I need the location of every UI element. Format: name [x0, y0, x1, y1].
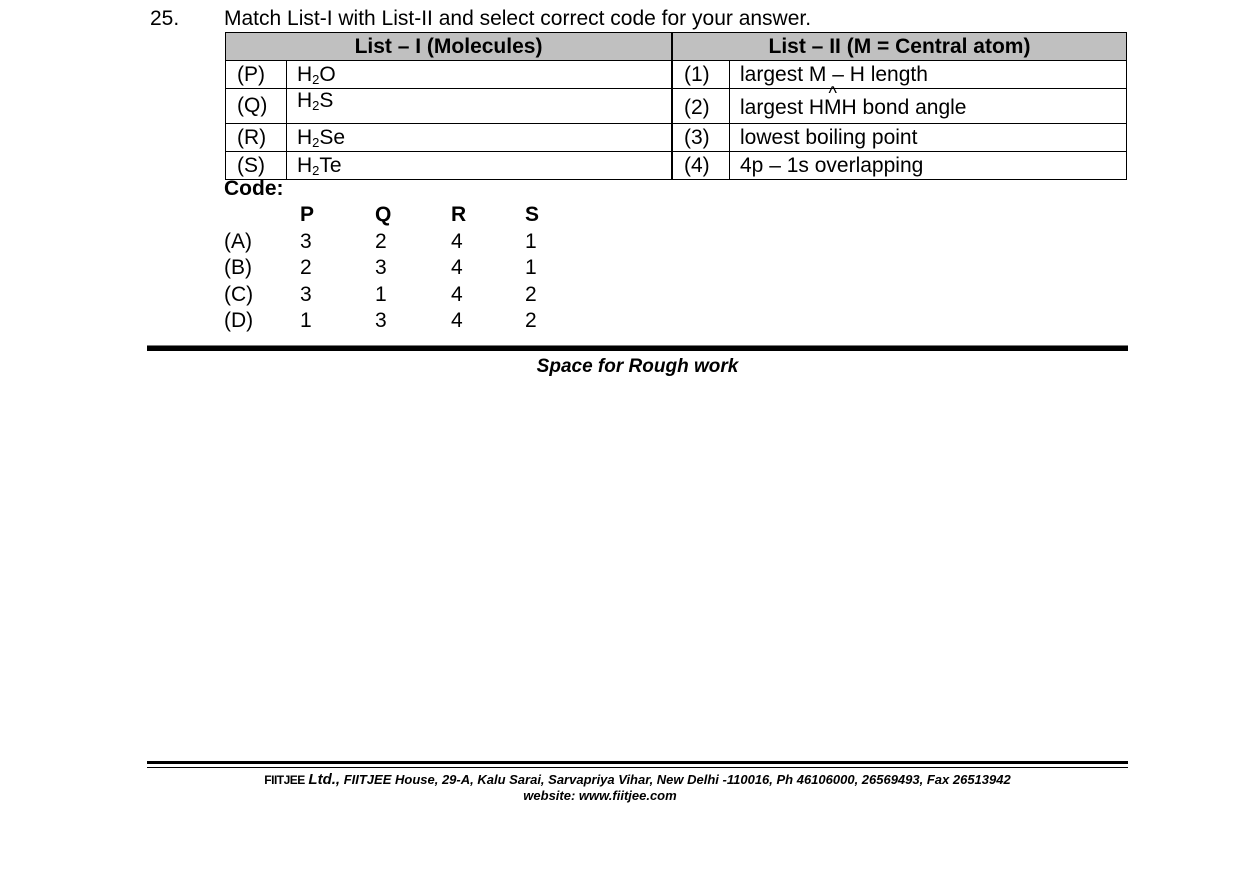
table-row	[226, 89, 1127, 124]
angle-hat-symbol: M ^	[824, 96, 842, 120]
code-header: Q	[375, 203, 392, 226]
option-value: 3	[375, 309, 387, 332]
option-value: 3	[375, 256, 387, 279]
footer-brand: FIITJEE	[264, 773, 305, 787]
question-number: 25.	[150, 7, 180, 30]
code-title: Code:	[224, 177, 284, 200]
option-label: (B)	[224, 256, 252, 279]
code-header: R	[451, 203, 467, 226]
rough-work-label: Space for Rough work	[536, 356, 739, 377]
option-value: 3	[300, 282, 312, 306]
divider	[147, 346, 1128, 351]
list1-label: (P)	[226, 61, 287, 89]
list2-label: (4)	[673, 152, 730, 180]
list2-label: (3)	[673, 124, 730, 152]
list2-header: List – II (M = Central atom)	[673, 33, 1127, 61]
list2-property: largest HM ^H bond angle	[730, 89, 1127, 124]
list1-molecule: $H_2Se$	[287, 124, 672, 152]
option-label: (D)	[224, 309, 254, 332]
list1-molecule: $H_2Te$	[287, 152, 672, 180]
list2-property: lowest boiling point	[730, 124, 1127, 152]
table-header-row	[226, 33, 1127, 61]
footer-ltd: Ltd.,	[308, 771, 341, 788]
option-value: 4	[451, 256, 463, 279]
option-value: 2	[525, 282, 537, 306]
list2-label: (2)	[673, 89, 730, 124]
list2-property: largest M – H length	[730, 61, 1127, 89]
question-text: Match List-I with List-II and select correct code for your answer.	[224, 7, 812, 30]
footer-address-text: FIITJEE House, 29-A, Kalu Sarai, Sarvapriya Vihar, New Delhi -110016, Ph 46106000, 26569493, Fax 26513942	[343, 772, 1011, 787]
code-header: P	[300, 203, 315, 226]
list1-label: (Q)	[226, 89, 287, 124]
list2-label: (1)	[673, 61, 730, 89]
option-value: 3	[300, 229, 312, 253]
table-row	[226, 152, 1127, 180]
footer-address	[0, 772, 1238, 788]
code-header: S	[525, 203, 540, 226]
option-value: 1	[525, 256, 537, 279]
list1-molecule: $H_2S$	[287, 89, 672, 124]
option-value: 4	[451, 282, 463, 306]
option-value: 2	[375, 229, 387, 253]
option-value: 1	[300, 309, 312, 332]
option-value: 1	[375, 282, 387, 306]
table-row	[226, 61, 1127, 89]
footer-divider	[147, 761, 1128, 764]
option-label: (C)	[224, 282, 254, 306]
list1-header: List – I (Molecules)	[226, 33, 672, 61]
option-value: 4	[451, 309, 463, 332]
option-value: 2	[300, 256, 312, 279]
table-row	[226, 124, 1127, 152]
footer-divider-thin	[147, 767, 1128, 768]
match-table	[225, 32, 1127, 180]
footer-website: website: www.fiitjee.com	[523, 788, 677, 803]
option-value: 1	[525, 229, 537, 253]
option-value: 4	[451, 229, 463, 253]
list1-label: (S)	[226, 152, 287, 180]
option-label: (A)	[224, 229, 252, 253]
list1-label: (R)	[226, 124, 287, 152]
option-value: 2	[525, 309, 537, 332]
list2-property: 4p – 1s overlapping	[730, 152, 1127, 180]
list1-molecule: $H_2O$	[287, 61, 672, 89]
